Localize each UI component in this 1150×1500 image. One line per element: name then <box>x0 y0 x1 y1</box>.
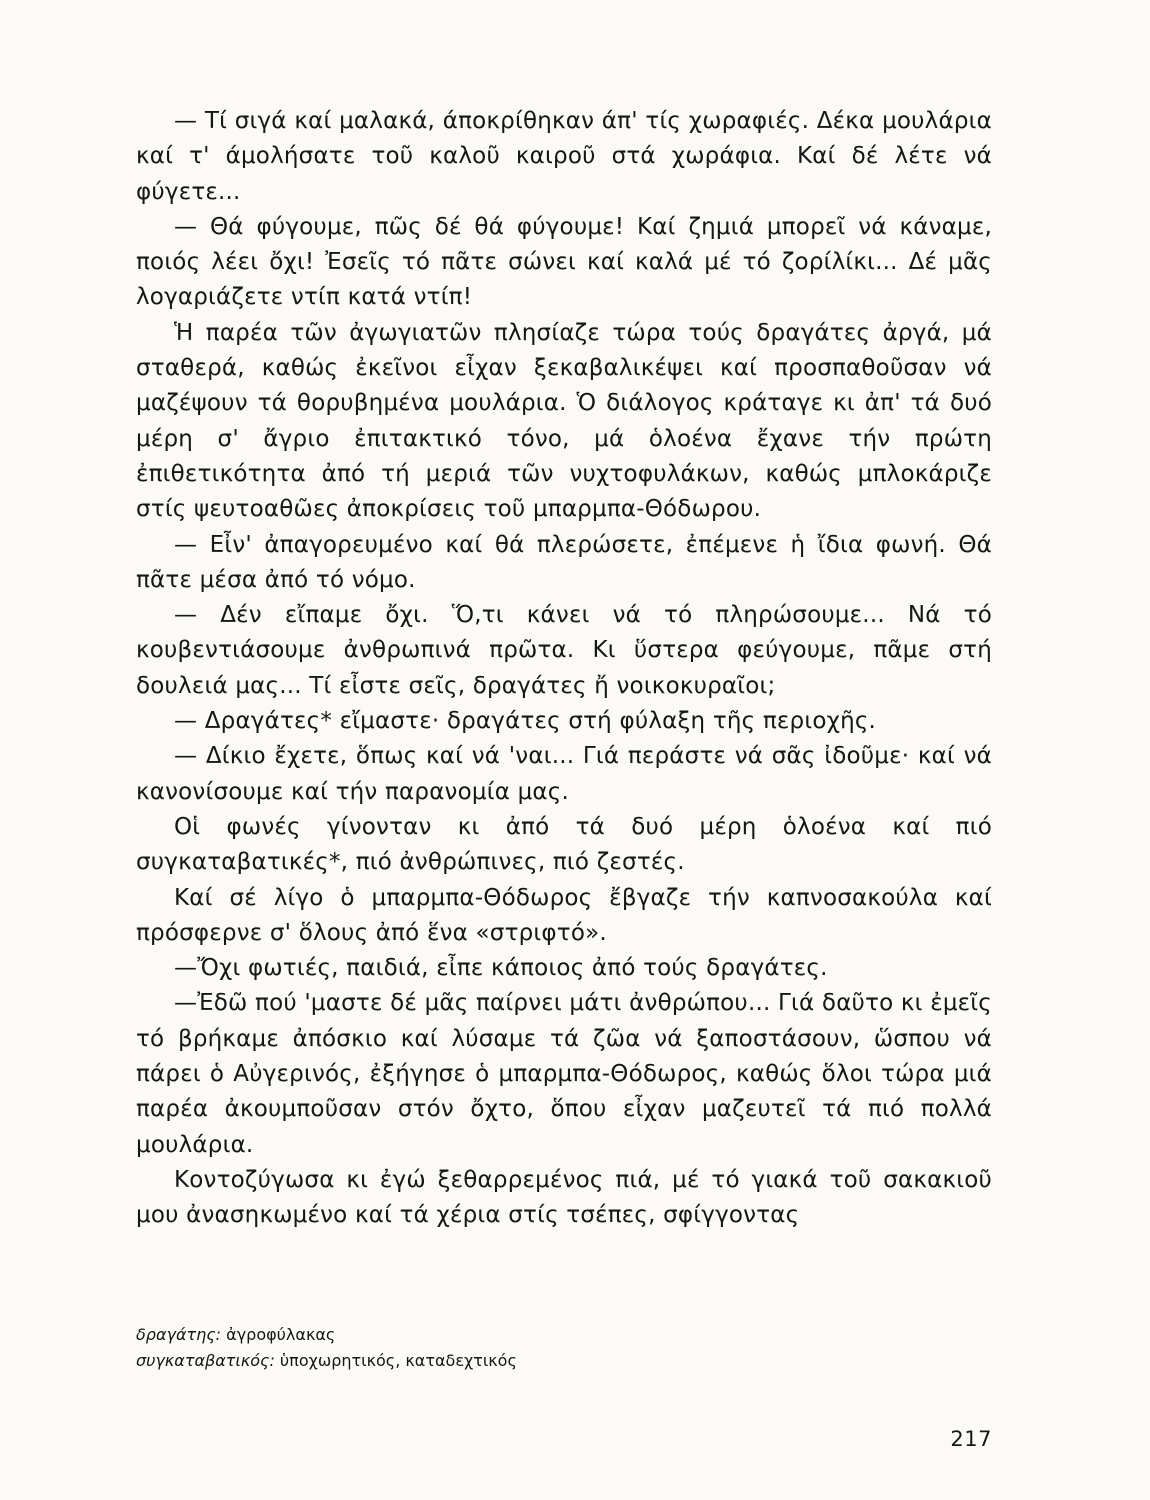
footnote <box>136 1322 992 1348</box>
paragraph: Κοντοζύγωσα κι ἐγώ ξεθαρρεμένος πιά, μέ τό γιακά τοῦ σακακιοῦ μου ἀνασηκωμένο καί τά χέρια στίς τσέπες, σφίγγοντας <box>136 1166 992 1229</box>
footnote-term: δραγάτης: <box>136 1325 222 1344</box>
paragraph: Οἱ φωνές γίνονταν κι ἀπό τά δυό μέρη ὁλοένα καί πιό συγκαταβατικές*, πιό ἀνθρώπινες, πιό ζεστές. <box>136 813 992 876</box>
paragraph: —Ἐδῶ πού 'μαστε δέ μᾶς παίρνει μάτι ἀνθρώπου... Γιά δαῦτο κι ἐμεῖς τό βρήκαμε ἀπόσκιο καί λύσαμε τά ζῶα νά ξαποστάσουν, ὥσπου νά πάρει ὁ Αὐγερινός, ἐξήγησε ὁ μπαρμπα-Θόδωρος, καθώς ὅλοι τώρα μιά παρέα ἀκουμποῦσαν στόν ὄχτο, ὅπου εἶχαν μαζευτεῖ τά πιό πολλά μουλάρια. <box>136 990 992 1158</box>
paragraph: — Θά φύγουμε, πῶς δέ θά φύγουμε! Καί ζημιά μπορεῖ νά κάναμε, ποιός λέει ὄχι! Ἐσεῖς τό πᾶτε σώνει καί καλά μέ τό ζορίλίκι... Δέ μᾶς λογαριάζετε ντίπ κατά ντίπ! <box>136 213 992 311</box>
paragraph: Ἡ παρέα τῶν ἀγωγιατῶν πλησίαζε τώρα τούς δραγάτες ἀργά, μά σταθερά, καθώς ἐκεῖνοι εἶχαν ξεκαβαλικέψει καί προσπαθοῦσαν νά μαζέψουν τά θορυβημένα μουλάρια. Ὁ διάλογος κράταγε κι ἀπ' τά δυό μέρη σ' ἄγριο ἐπιτακτικό τόνο, μά ὁλοένα ἔχανε τήν πρώτη ἐπιθετικότητα ἀπό τή μεριά τῶν νυχτοφυλάκων, καθώς μπλοκάριζε στίς ψευτοαθῶες ἀποκρίσεις τοῦ μπαρμπα-Θόδωρου. <box>136 319 992 523</box>
main-text <box>136 104 992 1234</box>
footnote-term: συγκαταβατικός: <box>136 1351 275 1370</box>
footnote-definition: ὑποχωρητικός, καταδεχτικός <box>279 1351 517 1370</box>
footnotes <box>136 1322 992 1374</box>
paragraph: —Ὄχι φωτιές, παιδιά, εἶπε κάποιος ἀπό τούς δραγάτες. <box>174 955 828 982</box>
page-number: 217 <box>950 1427 992 1451</box>
footnote <box>136 1348 992 1374</box>
paragraph: — Δίκιο ἔχετε, ὅπως καί νά 'ναι... Γιά περάστε νά σᾶς ἰδοῦμε· καί νά κανονίσουμε καί τήν παρανομία μας. <box>136 743 992 805</box>
paragraph: — Δέν εἴπαμε ὄχι. Ὅ,τι κάνει νά τό πληρώσουμε... Νά τό κουβεντιάσουμε ἀνθρωπινά πρῶτα. Κι ὕστερα φεύγουμε, πᾶμε στή δουλειά μας... Τί εἶστε σεῖς, δραγάτες ἤ νοικοκυραῖοι; <box>136 602 992 699</box>
paragraph: — Δραγάτες* εἴμαστε· δραγάτες στή φύλαξη τῆς περιοχῆς. <box>174 708 877 735</box>
paragraph: — Τί σιγά καί μαλακά, άποκρίθηκαν άπ' τίς χωραφιές. Δέκα μουλάρια καί τ' άμολήσατε τοῦ καλοῦ καιροῦ στά χωράφια. Καί δέ λέτε νά φύγετε... <box>136 108 992 205</box>
paragraph: Καί σέ λίγο ὁ μπαρμπα-Θόδωρος ἔβγαζε τήν καπνοσακούλα καί πρόσφερνε σ' ὅλους ἀπό ἕνα «στριφτό». <box>136 884 992 946</box>
footnote-definition: ἀγροφύλακας <box>226 1325 336 1344</box>
paragraph: — Εἶν' ἀπαγορευμένο καί θά πλερώσετε, ἐπέμενε ἡ ἴδια φωνή. Θά πᾶτε μέσα ἀπό τό νόμο. <box>136 531 992 593</box>
